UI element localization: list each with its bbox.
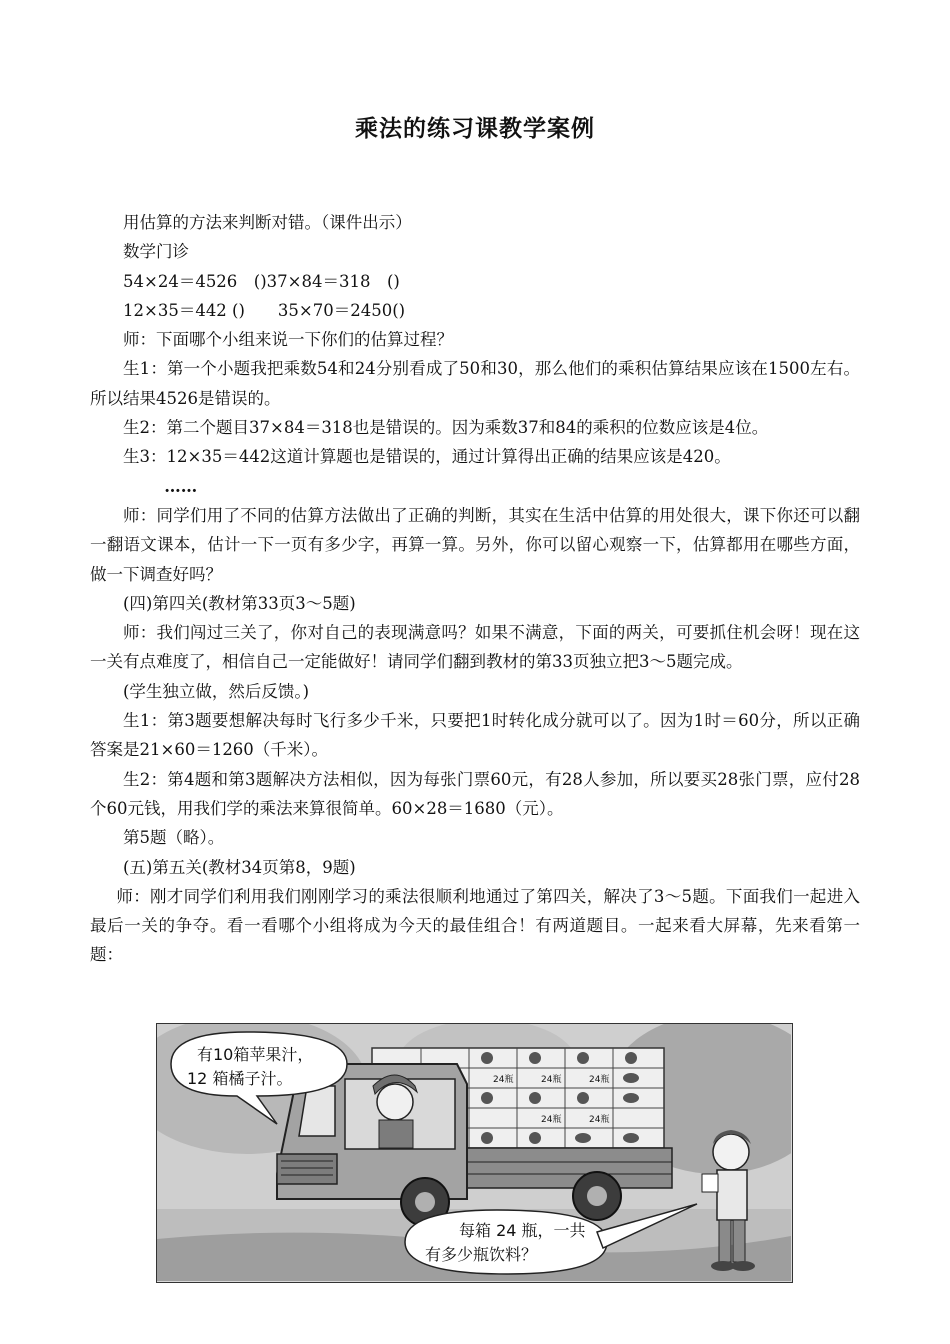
paragraph: 师：同学们用了不同的估算方法做出了正确的判断，其实在生活中估算的用处很大，课下你还可以翻一翻语文课本，估计一下一页有多少字，再算一算。另外，你可以留心观察一下，估算都用在哪些方面，做一下调查好吗？ [90, 505, 860, 584]
paragraph: 生1：第一个小题我把乘数54和24分别看成了50和30，那么他们的乘积估算结果应该在1500左右。所以结果4526是错误的。 [90, 359, 860, 408]
paragraph: 师：我们闯过三关了，你对自己的表现满意吗？如果不满意，下面的两关，可要抓住机会呀！现在这一关有点难度了，相信自己一定能做好！请同学们翻到教材的第33页独立把3～5题完成。 [90, 623, 860, 672]
paragraph: 师：刚才同学们利用我们刚刚学习的乘法很顺利地通过了第四关，解决了3～5题。下面我们一起进入最后一关的争夺。看一看哪个小组将成为今天的最佳组合！有两道题目。一起来看大屏幕，先来看第一题： [90, 886, 860, 965]
paragraph-ellipsis: …… [164, 476, 198, 496]
paragraph: 第5题（略）。 [123, 828, 225, 848]
paragraph: (学生独立做，然后反馈。) [123, 681, 310, 701]
paragraph: (五)第五关(教材34页第8，9题) [123, 857, 356, 877]
paragraph: 生2：第二个题目37×84＝318也是错误的。因为乘数37和84的乘积的位数应该是4位。 [123, 418, 769, 438]
driver-bubble-line2: 12 箱橘子汁。 [187, 1069, 293, 1088]
paragraph: 数学门诊 [123, 242, 189, 262]
paragraph: 54×24＝4526 ()37×84＝318 () [123, 271, 400, 291]
box-label: 24瓶 [589, 1075, 610, 1085]
box-label: 24瓶 [541, 1115, 562, 1125]
box-label: 24瓶 [493, 1075, 514, 1085]
box-label: 24瓶 [589, 1115, 610, 1125]
paragraph: 生1：第3题要想解决每时飞行多少千米，只要把1时转化成分就可以了。因为1时＝60分，所以正确答案是21×60＝1260（千米）。 [90, 711, 860, 760]
paragraph: 用估算的方法来判断对错。（课件出示） [123, 213, 412, 232]
illustration-truck-drinks [156, 1023, 793, 1283]
document-title: 乘法的练习课教学案例 [355, 116, 595, 142]
paragraph: 生2：第4题和第3题解决方法相似，因为每张门票60元，有28人参加，所以要买28张门票，应付28个60元钱，用我们学的乘法来算很简单。60×28＝1680（元）。 [90, 769, 860, 818]
paragraph: 生3：12×35＝442这道计算题也是错误的，通过计算得出正确的结果应该是420。 [123, 447, 731, 467]
paragraph: (四)第四关(教材第33页3～5题) [123, 593, 356, 613]
paragraph: 12×35＝442 () 35×70＝2450() [123, 300, 406, 320]
driver-bubble-line1: 有10箱苹果汁， [197, 1045, 314, 1064]
boy-bubble-line2: 有多少瓶饮料？ [425, 1245, 538, 1264]
boy-bubble-line1: 每箱 24 瓶，一共 [459, 1221, 586, 1240]
document-body [90, 208, 860, 970]
paragraph: 师：下面哪个小组来说一下你们的估算过程？ [123, 330, 453, 350]
box-label: 24瓶 [541, 1075, 562, 1085]
